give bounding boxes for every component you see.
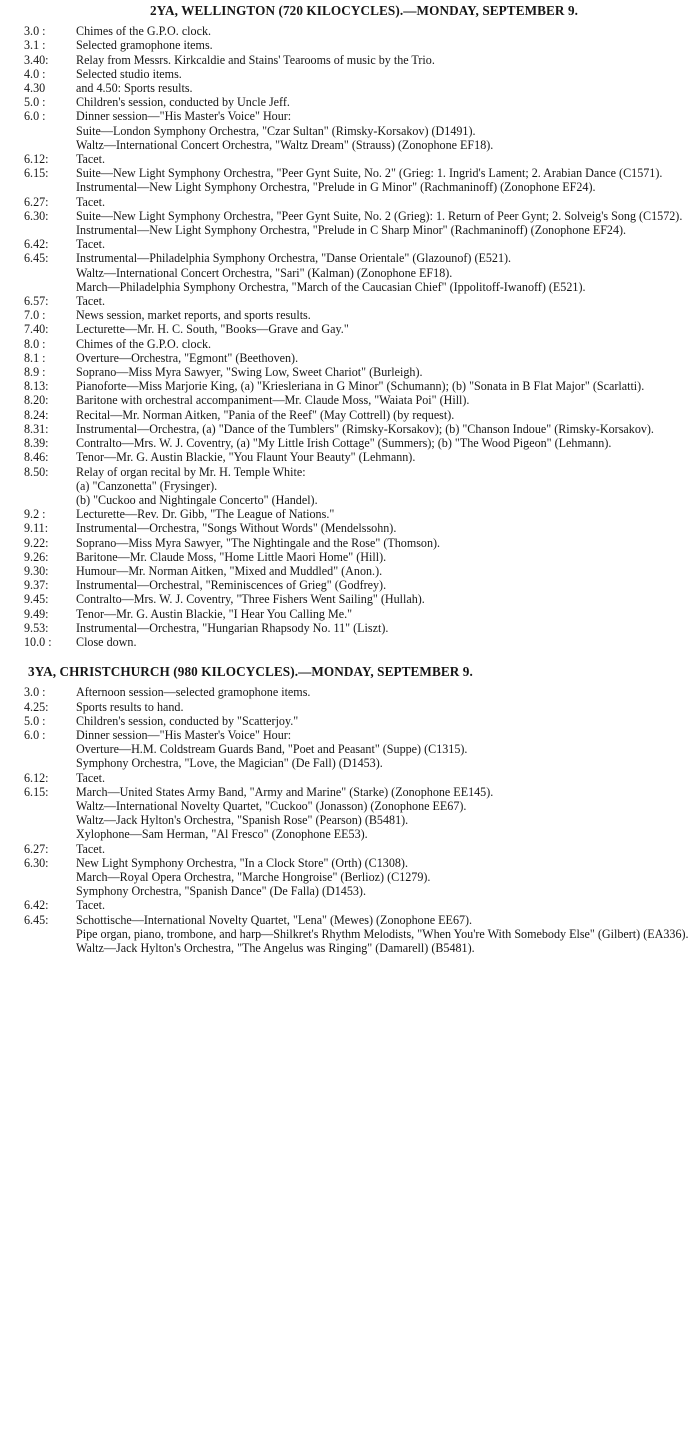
entry-description xyxy=(76,365,696,379)
entry-time: 8.9 : xyxy=(24,365,46,380)
schedule-entry xyxy=(24,700,696,714)
programme-item: Baritone—Mr. Claude Moss, "Home Little Maori Home" (Hill). xyxy=(76,549,387,564)
programme-item: Tacet. xyxy=(76,294,106,309)
entry-description xyxy=(76,308,696,322)
programme-item: Dinner session—"His Master's Voice" Hour: xyxy=(76,109,292,124)
schedule-entry xyxy=(24,209,696,237)
programme-item: Children's session, conducted by "Scatterjoy." xyxy=(76,713,299,728)
entry-description xyxy=(76,714,696,728)
entry-description xyxy=(76,109,696,152)
programme-item: (b) "Cuckoo and Nightingale Concerto" (Handel). xyxy=(76,492,318,507)
entry-time: 5.0 : xyxy=(24,95,46,110)
programme-item: Waltz—International Concert Orchestra, "Waltz Dream" (Strauss) (Zonophone EF18). xyxy=(76,137,494,152)
entry-time: 6.0 : xyxy=(24,109,46,124)
entry-description xyxy=(76,422,696,436)
schedule-entry xyxy=(24,635,696,649)
entry-description xyxy=(76,536,696,550)
programme-item: Humour—Mr. Norman Aitken, "Mixed and Muddled" (Anon.). xyxy=(76,563,383,578)
entry-time: 7.0 : xyxy=(24,308,46,323)
programme-item: Tacet. xyxy=(76,898,106,913)
programme-item: Tacet. xyxy=(76,770,106,785)
entry-time: 8.24: xyxy=(24,407,49,422)
entry-time: 8.50: xyxy=(24,464,49,479)
programme-item: Suite—New Light Symphony Orchestra, "Peer Gynt Suite, No. 2 (Grieg): 1. Return of Peer Gynt; 2. Solveig's Song (C1572). xyxy=(76,208,683,223)
entry-description xyxy=(76,507,696,521)
entry-description xyxy=(76,81,696,95)
entry-description xyxy=(76,38,696,52)
schedule-entry xyxy=(24,621,696,635)
entry-time: 6.12: xyxy=(24,770,49,785)
programme-item: Afternoon session—selected gramophone items. xyxy=(76,685,311,700)
entry-time: 6.12: xyxy=(24,152,49,167)
schedule-entry xyxy=(24,38,696,52)
entry-time: 9.2 : xyxy=(24,507,46,522)
entry-time: 3.0 : xyxy=(24,685,46,700)
programme-item: Instrumental—New Light Symphony Orchestra, "Prelude in C Sharp Minor" (Rachmaninoff) (Zonophone EF24). xyxy=(76,223,627,238)
schedule-entry xyxy=(24,450,696,464)
schedule-entry xyxy=(24,365,696,379)
schedule-entry xyxy=(24,351,696,365)
schedule-entry xyxy=(24,294,696,308)
schedule-entry xyxy=(24,337,696,351)
programme-item: Selected studio items. xyxy=(76,66,182,81)
programme-item: Tacet. xyxy=(76,152,106,167)
programme-schedule xyxy=(24,685,696,955)
entry-time: 6.0 : xyxy=(24,727,46,742)
schedule-entry xyxy=(24,913,696,956)
schedule-entry xyxy=(24,465,696,508)
schedule-entry xyxy=(24,521,696,535)
entry-description xyxy=(76,237,696,251)
schedule-entry xyxy=(24,592,696,606)
schedule-entry xyxy=(24,322,696,336)
entry-description xyxy=(76,521,696,535)
schedule-entry xyxy=(24,251,696,294)
entry-description xyxy=(76,450,696,464)
programme-item: Overture—H.M. Coldstream Guards Band, "Poet and Peasant" (Suppe) (C1315). xyxy=(76,742,468,757)
programme-item: Tacet. xyxy=(76,194,106,209)
programme-item: (a) "Canzonetta" (Frysinger). xyxy=(76,478,218,493)
programme-item: Dinner session—"His Master's Voice" Hour: xyxy=(76,727,292,742)
programme-item: New Light Symphony Orchestra, "In a Clock Store" (Orth) (C1308). xyxy=(76,855,408,870)
programme-listing xyxy=(24,4,696,955)
entry-time: 9.11: xyxy=(24,521,49,536)
entry-time: 9.26: xyxy=(24,549,49,564)
programme-item: Waltz—Jack Hylton's Orchestra, "The Angelus was Ringing" (Damarell) (B5481). xyxy=(76,941,475,955)
programme-item: Contralto—Mrs. W. J. Coventry, (a) "My Little Irish Cottage" (Summers); (b) "The Wood Pigeon" (Lehmann). xyxy=(76,436,612,451)
programme-item: Baritone with orchestral accompaniment—Mr. Claude Moss, "Waiata Poi" (Hill). xyxy=(76,393,470,408)
entry-description xyxy=(76,408,696,422)
programme-item: Close down. xyxy=(76,634,137,649)
entry-description xyxy=(76,856,696,899)
programme-item: Instrumental—Philadelphia Symphony Orchestra, "Danse Orientale" (Glazounof) (E521). xyxy=(76,251,512,266)
programme-item: Instrumental—Orchestra, "Hungarian Rhapsody No. 11" (Liszt). xyxy=(76,620,389,635)
entry-time: 6.42: xyxy=(24,898,49,913)
entry-time: 3.0 : xyxy=(24,24,46,39)
programme-item: Instrumental—New Light Symphony Orchestra, "Prelude in G Minor" (Rachmaninoff) (Zonophone EF24). xyxy=(76,180,596,195)
schedule-entry xyxy=(24,422,696,436)
entry-time: 4.30 xyxy=(24,81,46,96)
entry-description xyxy=(76,95,696,109)
schedule-entry xyxy=(24,728,696,771)
schedule-entry xyxy=(24,24,696,38)
entry-time: 6.30: xyxy=(24,855,49,870)
entry-description xyxy=(76,621,696,635)
entry-time: 7.40: xyxy=(24,322,49,337)
schedule-entry xyxy=(24,607,696,621)
schedule-entry xyxy=(24,237,696,251)
entry-description xyxy=(76,564,696,578)
entry-description xyxy=(76,842,696,856)
entry-description xyxy=(76,53,696,67)
schedule-entry xyxy=(24,578,696,592)
schedule-entry xyxy=(24,53,696,67)
entry-time: 8.0 : xyxy=(24,336,46,351)
entry-description xyxy=(76,337,696,351)
programme-item: Children's session, conducted by Uncle Jeff. xyxy=(76,95,290,110)
programme-item: Suite—London Symphony Orchestra, "Czar Sultan" (Rimsky-Korsakov) (D1491). xyxy=(76,123,476,138)
entry-description xyxy=(76,700,696,714)
programme-item: Chimes of the G.P.O. clock. xyxy=(76,24,212,39)
schedule-entry xyxy=(24,550,696,564)
schedule-entry xyxy=(24,95,696,109)
schedule-entry xyxy=(24,195,696,209)
programme-item: Recital—Mr. Norman Aitken, "Pania of the Reef" (May Cottrell) (by request). xyxy=(76,407,455,422)
schedule-entry xyxy=(24,408,696,422)
programme-item: Contralto—Mrs. W. J. Coventry, "Three Fishers Went Sailing" (Hullah). xyxy=(76,592,425,607)
programme-item: and 4.50: Sports results. xyxy=(76,81,193,96)
programme-item: Lecturette—Mr. H. C. South, "Books—Grave and Gay." xyxy=(76,322,349,337)
entry-description xyxy=(76,294,696,308)
schedule-entry xyxy=(24,81,696,95)
entry-description xyxy=(76,592,696,606)
schedule-entry xyxy=(24,785,696,842)
station-heading: 3YA, CHRISTCHURCH (980 KILOCYCLES).—MONDAY, SEPTEMBER 9. xyxy=(28,664,473,680)
programme-item: Overture—Orchestra, "Egmont" (Beethoven). xyxy=(76,350,299,365)
programme-item: Pipe organ, piano, trombone, and harp—Shilkret's Rhythm Melodists, "When You're With Somebody Else" (Gilbert) (EA336). xyxy=(76,926,689,941)
entry-description xyxy=(76,251,696,294)
entry-description xyxy=(76,67,696,81)
schedule-entry xyxy=(24,842,696,856)
programme-item: Schottische—International Novelty Quartet, "Lena" (Mewes) (Zonophone EE67). xyxy=(76,912,473,927)
programme-item: Soprano—Miss Myra Sawyer, "Swing Low, Sweet Chariot" (Burleigh). xyxy=(76,365,423,380)
entry-time: 9.53: xyxy=(24,620,49,635)
entry-time: 6.57: xyxy=(24,294,49,309)
entry-time: 9.37: xyxy=(24,578,49,593)
schedule-entry xyxy=(24,564,696,578)
programme-item: Tenor—Mr. G. Austin Blackie, "You Flaunt Your Beauty" (Lehmann). xyxy=(76,450,416,465)
entry-time: 6.27: xyxy=(24,841,49,856)
programme-item: Sports results to hand. xyxy=(76,699,184,714)
entry-time: 6.45: xyxy=(24,251,49,266)
programme-item: Chimes of the G.P.O. clock. xyxy=(76,336,212,351)
programme-item: Symphony Orchestra, "Love, the Magician" (De Fall) (D1453). xyxy=(76,756,383,771)
entry-description xyxy=(76,550,696,564)
entry-description xyxy=(76,685,696,699)
programme-item: March—Philadelphia Symphony Orchestra, "March of the Caucasian Chief" (Ippolitoff-Iwanoff) (E521). xyxy=(76,279,586,294)
entry-time: 3.40: xyxy=(24,52,49,67)
programme-item: March—United States Army Band, "Army and Marine" (Starke) (Zonophone EE145). xyxy=(76,784,494,799)
entry-description xyxy=(76,209,696,237)
entry-description xyxy=(76,322,696,336)
entry-description xyxy=(76,578,696,592)
schedule-entry xyxy=(24,379,696,393)
programme-item: Suite—New Light Symphony Orchestra, "Peer Gynt Suite, No. 2" (Grieg: 1. Ingrid's Lament; 2. Arabian Dance (C1571). xyxy=(76,166,663,181)
schedule-entry xyxy=(24,436,696,450)
schedule-entry xyxy=(24,308,696,322)
programme-item: Instrumental—Orchestral, "Reminiscences of Grieg" (Godfrey). xyxy=(76,578,387,593)
entry-description xyxy=(76,607,696,621)
entry-time: 6.45: xyxy=(24,912,49,927)
schedule-entry xyxy=(24,109,696,152)
entry-time: 6.27: xyxy=(24,194,49,209)
programme-item: Waltz—International Concert Orchestra, "Sari" (Kalman) (Zonophone EF18). xyxy=(76,265,453,280)
entry-time: 6.30: xyxy=(24,208,49,223)
entry-time: 8.31: xyxy=(24,421,49,436)
entry-description xyxy=(76,635,696,649)
programme-item: News session, market reports, and sports results. xyxy=(76,308,311,323)
entry-time: 4.25: xyxy=(24,699,49,714)
entry-description xyxy=(76,728,696,771)
entry-time: 8.46: xyxy=(24,450,49,465)
schedule-entry xyxy=(24,67,696,81)
programme-item: Instrumental—Orchestra, (a) "Dance of the Tumblers" (Rimsky-Korsakov); (b) "Chanson Indoue" (Rimsky-Korsakov). xyxy=(76,421,654,436)
programme-item: Tacet. xyxy=(76,841,106,856)
programme-item: Tenor—Mr. G. Austin Blackie, "I Hear You Calling Me." xyxy=(76,606,353,621)
entry-time: 6.15: xyxy=(24,784,49,799)
schedule-entry xyxy=(24,536,696,550)
entry-description xyxy=(76,379,696,393)
entry-time: 8.39: xyxy=(24,436,49,451)
entry-time: 9.49: xyxy=(24,606,49,621)
entry-time: 8.20: xyxy=(24,393,49,408)
station-heading: 2YA, WELLINGTON (720 KILOCYCLES).—MONDAY, SEPTEMBER 9. xyxy=(149,3,579,18)
schedule-entry xyxy=(24,856,696,899)
entry-description xyxy=(76,24,696,38)
programme-item: Waltz—Jack Hylton's Orchestra, "Spanish Rose" (Pearson) (B5481). xyxy=(76,813,409,828)
entry-description xyxy=(76,393,696,407)
entry-description xyxy=(76,898,696,912)
entry-description xyxy=(76,785,696,842)
entry-time: 6.15: xyxy=(24,166,49,181)
schedule-entry xyxy=(24,507,696,521)
programme-item: Waltz—International Novelty Quartet, "Cuckoo" (Jonasson) (Zonophone EE67). xyxy=(76,798,467,813)
entry-time: 9.30: xyxy=(24,563,49,578)
entry-time: 6.42: xyxy=(24,237,49,252)
programme-item: March—Royal Opera Orchestra, "Marche Hongroise" (Berlioz) (C1279). xyxy=(76,869,431,884)
entry-time: 3.1 : xyxy=(24,38,46,53)
entry-description xyxy=(76,771,696,785)
schedule-entry xyxy=(24,898,696,912)
schedule-entry xyxy=(24,152,696,166)
entry-time: 8.1 : xyxy=(24,350,46,365)
entry-description xyxy=(76,913,696,956)
entry-time: 10.0 : xyxy=(24,634,52,649)
entry-description xyxy=(76,195,696,209)
entry-time: 9.22: xyxy=(24,535,49,550)
schedule-entry xyxy=(24,393,696,407)
schedule-entry xyxy=(24,685,696,699)
programme-schedule xyxy=(24,24,696,649)
entry-description xyxy=(76,351,696,365)
entry-time: 5.0 : xyxy=(24,713,46,728)
programme-item: Xylophone—Sam Herman, "Al Fresco" (Zonophone EE53). xyxy=(76,827,368,842)
entry-description xyxy=(76,152,696,166)
entry-description xyxy=(76,465,696,508)
programme-item: Lecturette—Rev. Dr. Gibb, "The League of Nations." xyxy=(76,507,335,522)
entry-time: 9.45: xyxy=(24,592,49,607)
schedule-entry xyxy=(24,714,696,728)
entry-description xyxy=(76,436,696,450)
programme-item: Relay of organ recital by Mr. H. Temple White: xyxy=(76,464,306,479)
schedule-entry xyxy=(24,166,696,194)
entry-description xyxy=(76,166,696,194)
programme-item: Pianoforte—Miss Marjorie King, (a) "Kriesleriana in G Minor" (Schumann); (b) "Sonata in B Flat Major" (Scarlatti). xyxy=(76,379,645,394)
programme-item: Relay from Messrs. Kirkcaldie and Stains' Tearooms of music by the Trio. xyxy=(76,52,435,67)
entry-time: 8.13: xyxy=(24,379,49,394)
programme-item: Instrumental—Orchestra, "Songs Without Words" (Mendelssohn). xyxy=(76,521,397,536)
entry-time: 4.0 : xyxy=(24,66,46,81)
programme-item: Soprano—Miss Myra Sawyer, "The Nightingale and the Rose" (Thomson). xyxy=(76,535,441,550)
programme-item: Selected gramophone items. xyxy=(76,38,213,53)
programme-item: Tacet. xyxy=(76,237,106,252)
programme-item: Symphony Orchestra, "Spanish Dance" (De Falla) (D1453). xyxy=(76,884,366,899)
schedule-entry xyxy=(24,771,696,785)
